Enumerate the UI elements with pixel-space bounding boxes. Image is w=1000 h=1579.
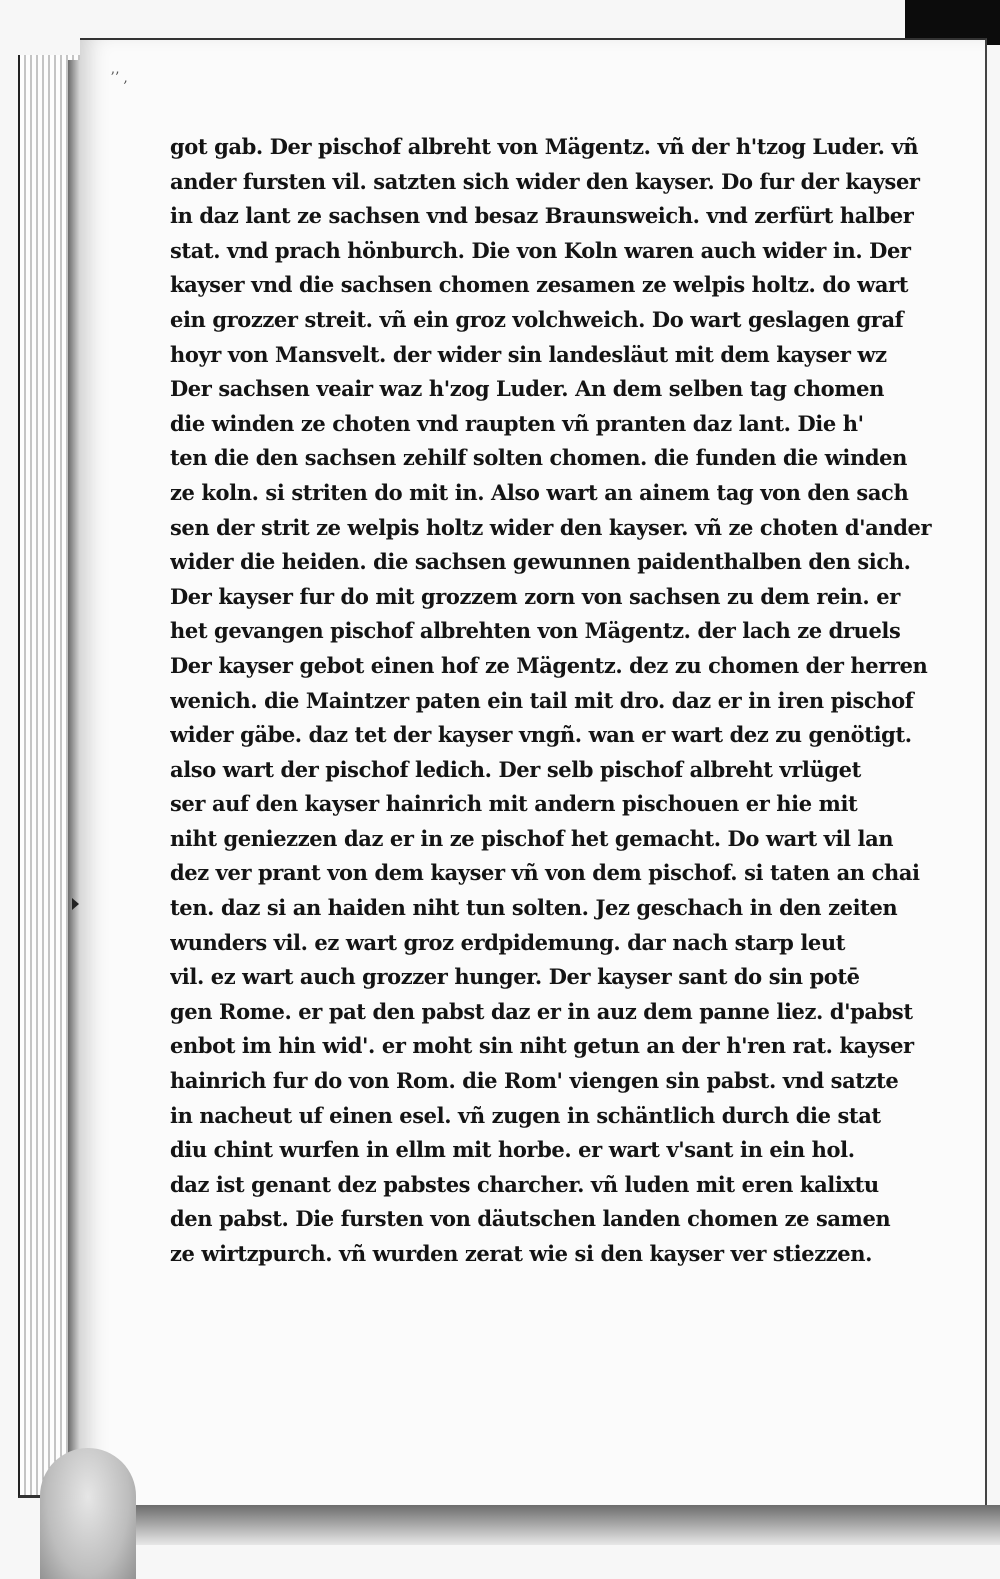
text-line: daz ist genant dez pabstes charcher. vñ luden mit eren kalixtu	[170, 1171, 879, 1197]
text-line: wunders vil. ez wart groz erdpidemung. dar nach starp leut	[170, 929, 846, 955]
text-line: Der sachsen veair waz h'zog Luder. An dem selben tag chomen	[170, 376, 884, 402]
text-line: stat. vnd prach hönburch. Die von Koln waren auch wider in. Der	[170, 237, 911, 263]
text-line: gen Rome. er pat den pabst daz er in auz dem panne liez. d'pabst	[170, 998, 913, 1024]
text-line: het gevangen pischof albrehten von Mägentz. der lach ze druels	[170, 618, 901, 644]
text-line: ein grozzer streit. vñ ein groz volchweich. Do wart geslagen graf	[170, 306, 904, 332]
text-line: sen der strit ze welpis holtz wider den kayser. vñ ze choten d'ander	[170, 514, 932, 540]
thumb	[40, 1448, 136, 1579]
text-line: enbot im hin wid'. er moht sin niht getun an der h'ren rat. kayser	[170, 1033, 914, 1059]
text-line: hoyr von Mansvelt. der wider sin landesläut mit dem kayser wz	[170, 341, 887, 367]
top-mark: ʼʼ ,	[110, 70, 128, 86]
text-line: ten. daz si an haiden niht tun solten. Jez geschach in den zeiten	[170, 895, 898, 921]
text-line: ze wirtzpurch. vñ wurden zerat wie si den kayser ver stiezzen.	[170, 1241, 872, 1266]
manuscript-text	[170, 130, 960, 1272]
text-line: wider die heiden. die sachsen gewunnen paidenthalben den sich.	[170, 549, 911, 575]
text-line: in daz lant ze sachsen vnd besaz Braunsweich. vnd zerfürt halber	[170, 203, 914, 229]
text-line: wider gäbe. daz tet der kayser vngñ. wan er wart dez zu genötigt.	[170, 722, 912, 748]
text-line: dez ver prant von dem kayser vñ von dem pischof. si taten an chai	[170, 860, 920, 886]
text-line: wenich. die Maintzer paten ein tail mit dro. daz er in iren pischof	[170, 687, 914, 713]
text-line: in nacheut uf einen esel. vñ zugen in schäntlich durch die stat	[170, 1102, 881, 1128]
text-line: Der kayser fur do mit grozzem zorn von sachsen zu dem rein. er	[170, 583, 900, 609]
text-line: den pabst. Die fursten von däutschen landen chomen ze samen	[170, 1206, 891, 1232]
text-line: ser auf den kayser hainrich mit andern pischouen er hie mit	[170, 791, 858, 817]
text-line: kayser vnd die sachsen chomen zesamen ze welpis holtz. do wart	[170, 272, 909, 298]
text-line: hainrich fur do von Rom. die Rom' viengen sin pabst. vnd satzte	[170, 1068, 899, 1094]
text-line: ten die den sachsen zehilf solten chomen. die funden die winden	[170, 445, 907, 471]
text-line: ze koln. si striten do mit in. Also wart an ainem tag von den sach	[170, 479, 909, 505]
text-line: die winden ze choten vnd raupten vñ pranten daz lant. Die h'	[170, 410, 864, 436]
text-line: diu chint wurfen in ellm mit horbe. er wart v'sant in ein hol.	[170, 1137, 855, 1163]
text-line: Der kayser gebot einen hof ze Mägentz. dez zu chomen der herren	[170, 652, 928, 678]
text-line: niht geniezzen daz er in ze pischof het gemacht. Do wart vil lan	[170, 825, 894, 851]
binding-mark	[72, 898, 79, 910]
bottom-shadow	[120, 1505, 1000, 1545]
text-line: vil. ez wart auch grozzer hunger. Der kayser sant do sin potē	[170, 964, 860, 990]
text-line: ander fursten vil. satzten sich wider den kayser. Do fur der kayser	[170, 168, 920, 194]
gutter-shadow	[68, 60, 80, 1490]
text-line: got gab. Der pischof albreht von Mägentz. vñ der h'tzog Luder. vñ	[170, 134, 919, 159]
text-line: also wart der pischof ledich. Der selb pischof albreht vrlüget	[170, 756, 861, 782]
